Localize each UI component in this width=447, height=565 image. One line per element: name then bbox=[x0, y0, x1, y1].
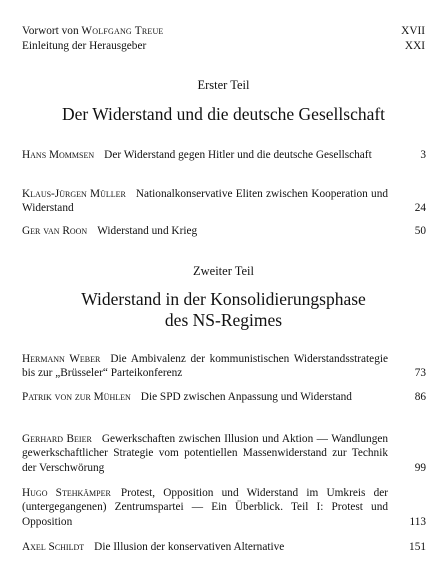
toc-entry bbox=[22, 187, 426, 216]
entry-page: 50 bbox=[414, 225, 426, 237]
part-label: Zweiter Teil bbox=[192, 264, 255, 278]
entry-author: Patrik von zur Mühlen bbox=[22, 391, 131, 403]
foreword-label: Vorwort von bbox=[22, 25, 82, 37]
entry-author: Hugo Stehkämper bbox=[22, 487, 111, 499]
entry-author: Hans Mommsen bbox=[22, 149, 95, 161]
entry-page: 113 bbox=[409, 515, 426, 528]
toc-entry bbox=[22, 432, 426, 475]
entry-page: 24 bbox=[414, 202, 426, 215]
introduction-page: XXI bbox=[404, 40, 425, 52]
entry-title: Die SPD zwischen Anpassung und Widerstand bbox=[140, 391, 352, 403]
entry-title: Der Widerstand gegen Hitler und die deutsche Gesellschaft bbox=[104, 149, 372, 161]
entry-title: Protest, Opposition und Widerstand im Umkreis der (untergegangenen) Zentrumspartei — Ein Überblick. Teil I: Protest und Opposition bbox=[22, 487, 388, 528]
foreword-page: XVII bbox=[401, 25, 425, 37]
entry-author: Ger van Roon bbox=[22, 225, 88, 237]
entry-title: Die Illusion der konservativen Alternative bbox=[94, 541, 285, 553]
entry-author: Hermann Weber bbox=[22, 353, 101, 365]
toc-entry bbox=[22, 224, 426, 238]
entry-page: 99 bbox=[414, 461, 426, 474]
entry-author: Axel Schildt bbox=[22, 541, 85, 553]
entry-title: Gewerkschaften zwischen Illusion und Aktion — Wandlungen gewerkschaftlicher Strategie vom potentiellen Massenwiderstand zur Technik der Verschwörung bbox=[22, 433, 389, 474]
entry-page: 86 bbox=[414, 391, 426, 403]
entry-author: Gerhard Beier bbox=[22, 433, 92, 445]
toc-entry bbox=[22, 486, 426, 529]
toc-entry bbox=[22, 390, 426, 404]
entry-page: 73 bbox=[414, 367, 426, 380]
foreword-author: Wolfgang Treue bbox=[81, 25, 164, 37]
introduction-entry: Einleitung der Herausgeber bbox=[22, 40, 147, 52]
entry-title: Nationalkonservative Eliten zwischen Kooperation und Widerstand bbox=[22, 188, 389, 215]
entry-author: Klaus-Jürgen Müller bbox=[22, 188, 126, 200]
part-title: Der Widerstand und die deutsche Gesellschaft bbox=[61, 104, 386, 124]
entry-page: 151 bbox=[409, 541, 426, 553]
toc-entry bbox=[22, 148, 426, 162]
part-label: Erster Teil bbox=[197, 78, 250, 92]
entry-title: Widerstand und Krieg bbox=[97, 225, 198, 237]
part-title: Widerstand in der Konsolidierungsphase des NS-Regimes bbox=[81, 289, 366, 330]
foreword-entry bbox=[22, 24, 164, 38]
entry-page: 3 bbox=[420, 149, 426, 161]
toc-entry bbox=[22, 540, 426, 554]
entry-title: Die Ambivalenz der kommunistischen Widerstandsstrategie bis zur „Brüsseler“ Parteikonferenz bbox=[22, 353, 388, 380]
toc-entry bbox=[22, 352, 426, 381]
